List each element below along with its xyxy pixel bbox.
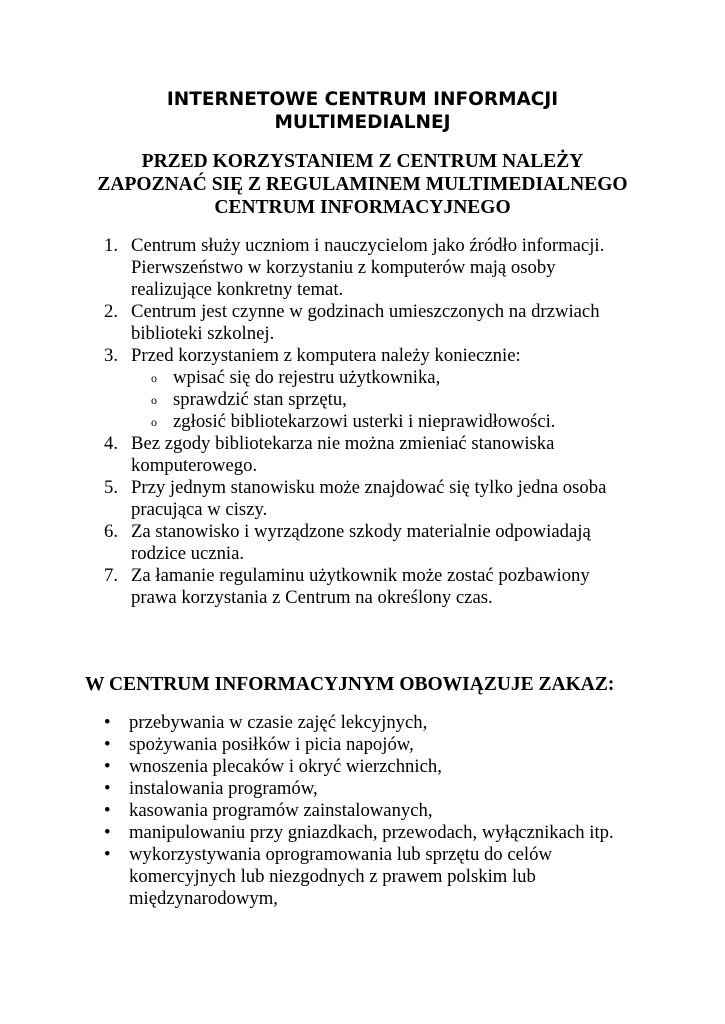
sub-item bbox=[131, 411, 664, 433]
prohibition-line: komercyjnych lub niezgodnych z prawem polskim lub bbox=[129, 866, 536, 887]
bullet-icon: • bbox=[104, 756, 111, 777]
bullet-icon: • bbox=[104, 800, 111, 821]
prohibition-item bbox=[104, 778, 664, 800]
sub-item bbox=[131, 389, 664, 411]
rule-line: Za stanowisko i wyrządzone szkody materialnie odpowiadają bbox=[131, 521, 591, 542]
rule-line: Przy jednym stanowisku może znajdować się tylko jedna osoba bbox=[131, 477, 607, 498]
circle-bullet-icon: o bbox=[151, 371, 157, 385]
bullet-icon: • bbox=[104, 778, 111, 799]
prohibitions-list bbox=[104, 712, 664, 910]
rule-item bbox=[104, 477, 664, 521]
prohibition-item bbox=[104, 822, 664, 844]
rule-item bbox=[104, 521, 664, 565]
bullet-icon: • bbox=[104, 844, 111, 865]
rule-item bbox=[104, 565, 664, 609]
page-subtitle bbox=[60, 150, 665, 219]
title-line: INTERNETOWE CENTRUM INFORMACJI bbox=[166, 89, 559, 110]
bullet-icon: • bbox=[104, 822, 111, 843]
page-title bbox=[0, 88, 725, 134]
rule-number: 1. bbox=[104, 235, 119, 256]
rule-number: 3. bbox=[104, 345, 119, 366]
prohibition-item bbox=[104, 756, 664, 778]
bullet-icon: • bbox=[104, 712, 111, 733]
circle-bullet-icon: o bbox=[151, 393, 157, 407]
rule-number: 4. bbox=[104, 433, 119, 454]
sub-item bbox=[131, 367, 664, 389]
rule-line: pracująca w ciszy. bbox=[131, 499, 268, 520]
rule-line: prawa korzystania z Centrum na określony czas. bbox=[131, 587, 493, 608]
title-line: MULTIMEDIALNEJ bbox=[274, 112, 451, 133]
sub-item-text: zgłosić bibliotekarzowi usterki i nieprawidłowości. bbox=[173, 411, 556, 432]
rule-number: 7. bbox=[104, 565, 119, 586]
rule-line: Centrum służy uczniom i nauczycielom jako źródło informacji. bbox=[131, 235, 605, 256]
rules-list bbox=[104, 235, 664, 609]
sub-list bbox=[131, 367, 664, 433]
prohibition-item bbox=[104, 800, 664, 822]
subtitle-line: CENTRUM INFORMACYJNEGO bbox=[214, 197, 511, 218]
prohibition-line: instalowania programów, bbox=[129, 778, 318, 799]
rule-number: 6. bbox=[104, 521, 119, 542]
rule-line: biblioteki szkolnej. bbox=[131, 323, 275, 344]
prohibition-line: międzynarodowym, bbox=[129, 888, 278, 909]
rule-line: Centrum jest czynne w godzinach umieszczonych na drzwiach bbox=[131, 301, 600, 322]
rule-item bbox=[104, 345, 664, 433]
rule-line: realizujące konkretny temat. bbox=[131, 279, 344, 300]
rule-line: Pierwszeństwo w korzystaniu z komputerów mają osoby bbox=[131, 257, 556, 278]
subtitle-line: PRZED KORZYSTANIEM Z CENTRUM NALEŻY bbox=[141, 151, 584, 172]
rule-item bbox=[104, 433, 664, 477]
rule-item bbox=[104, 301, 664, 345]
rule-line: Przed korzystaniem z komputera należy koniecznie: bbox=[131, 345, 521, 366]
prohibition-line: spożywania posiłków i picia napojów, bbox=[129, 734, 414, 755]
circle-bullet-icon: o bbox=[151, 415, 157, 429]
bullet-icon: • bbox=[104, 734, 111, 755]
subtitle-line: ZAPOZNAĆ SIĘ Z REGULAMINEM MULTIMEDIALNEGO bbox=[97, 174, 628, 195]
sub-item-text: sprawdzić stan sprzętu, bbox=[173, 389, 347, 410]
rule-line: komputerowego. bbox=[131, 455, 258, 476]
rule-item bbox=[104, 235, 664, 301]
prohibition-item bbox=[104, 712, 664, 734]
prohibition-line: wnoszenia plecaków i okryć wierzchnich, bbox=[129, 756, 442, 777]
prohibition-line: manipulowaniu przy gniazdkach, przewodach, wyłącznikach itp. bbox=[129, 822, 614, 843]
rule-number: 2. bbox=[104, 301, 119, 322]
prohibition-line: kasowania programów zainstalowanych, bbox=[129, 800, 433, 821]
prohibition-line: przebywania w czasie zajęć lekcyjnych, bbox=[129, 712, 428, 733]
rule-line: Bez zgody bibliotekarza nie można zmieniać stanowiska bbox=[131, 433, 555, 454]
section-heading: W CENTRUM INFORMACYJNYM OBOWIĄZUJE ZAKAZ: bbox=[85, 674, 615, 695]
rule-number: 5. bbox=[104, 477, 119, 498]
prohibition-item bbox=[104, 734, 664, 756]
rule-line: Za łamanie regulaminu użytkownik może zostać pozbawiony bbox=[131, 565, 590, 586]
sub-item-text: wpisać się do rejestru użytkownika, bbox=[173, 367, 441, 388]
rule-line: rodzice ucznia. bbox=[131, 543, 245, 564]
prohibition-item bbox=[104, 844, 664, 910]
prohibition-line: wykorzystywania oprogramowania lub sprzętu do celów bbox=[129, 844, 552, 865]
